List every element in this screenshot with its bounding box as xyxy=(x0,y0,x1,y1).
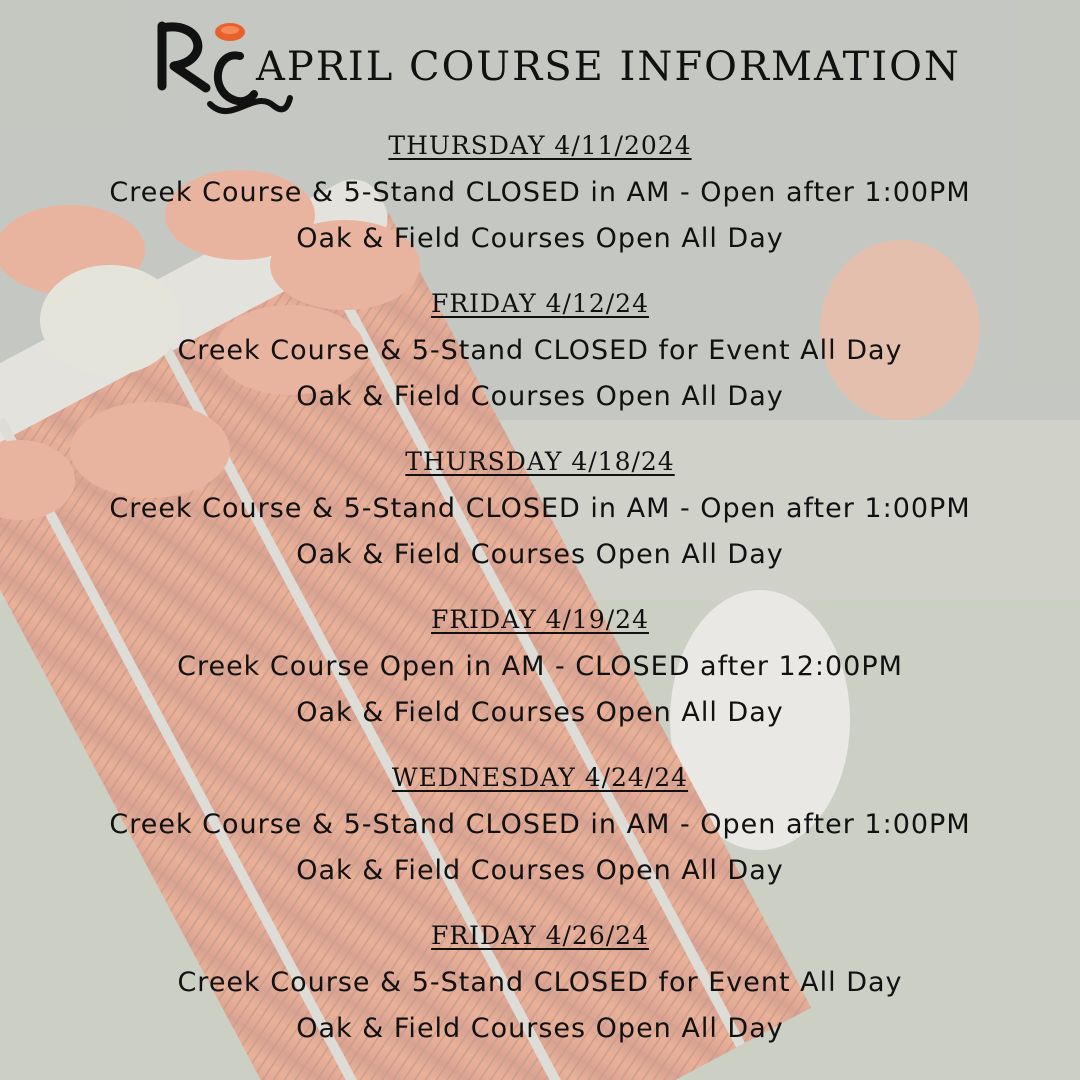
entry-line: Creek Course & 5-Stand CLOSED in AM - Open after 1:00PM xyxy=(109,493,971,524)
schedule-entry xyxy=(0,280,1080,438)
entry-line: Creek Course & 5-Stand CLOSED in AM - Open after 1:00PM xyxy=(109,177,971,208)
entry-date: THURSDAY 4/11/2024 xyxy=(388,131,692,160)
entry-line: Oak & Field Courses Open All Day xyxy=(296,539,784,570)
entry-line: Oak & Field Courses Open All Day xyxy=(296,381,784,412)
entry-line: Creek Course & 5-Stand CLOSED for Event All Day xyxy=(177,967,903,998)
entry-line: Oak & Field Courses Open All Day xyxy=(296,1013,784,1044)
schedule-entry xyxy=(0,754,1080,912)
schedule-entry xyxy=(0,438,1080,596)
entry-date: FRIDAY 4/12/24 xyxy=(431,289,649,318)
entry-date: FRIDAY 4/19/24 xyxy=(431,605,649,634)
schedule-entry xyxy=(0,122,1080,280)
entry-date: THURSDAY 4/18/24 xyxy=(405,447,675,476)
header xyxy=(150,8,961,128)
entry-line: Creek Course & 5-Stand CLOSED in AM - Open after 1:00PM xyxy=(109,809,971,840)
entry-date: FRIDAY 4/26/24 xyxy=(431,921,649,950)
schedule-list xyxy=(0,122,1080,1070)
schedule-entry xyxy=(0,912,1080,1070)
entry-line: Oak & Field Courses Open All Day xyxy=(296,697,784,728)
entry-line: Creek Course & 5-Stand CLOSED for Event All Day xyxy=(177,335,903,366)
entry-date: WEDNESDAY 4/24/24 xyxy=(391,763,689,792)
entry-line: Oak & Field Courses Open All Day xyxy=(296,855,784,886)
entry-line: Creek Course Open in AM - CLOSED after 12:00PM xyxy=(177,651,903,682)
entry-line: Oak & Field Courses Open All Day xyxy=(296,223,784,254)
schedule-entry xyxy=(0,596,1080,754)
page-title: APRIL COURSE INFORMATION xyxy=(256,44,961,90)
